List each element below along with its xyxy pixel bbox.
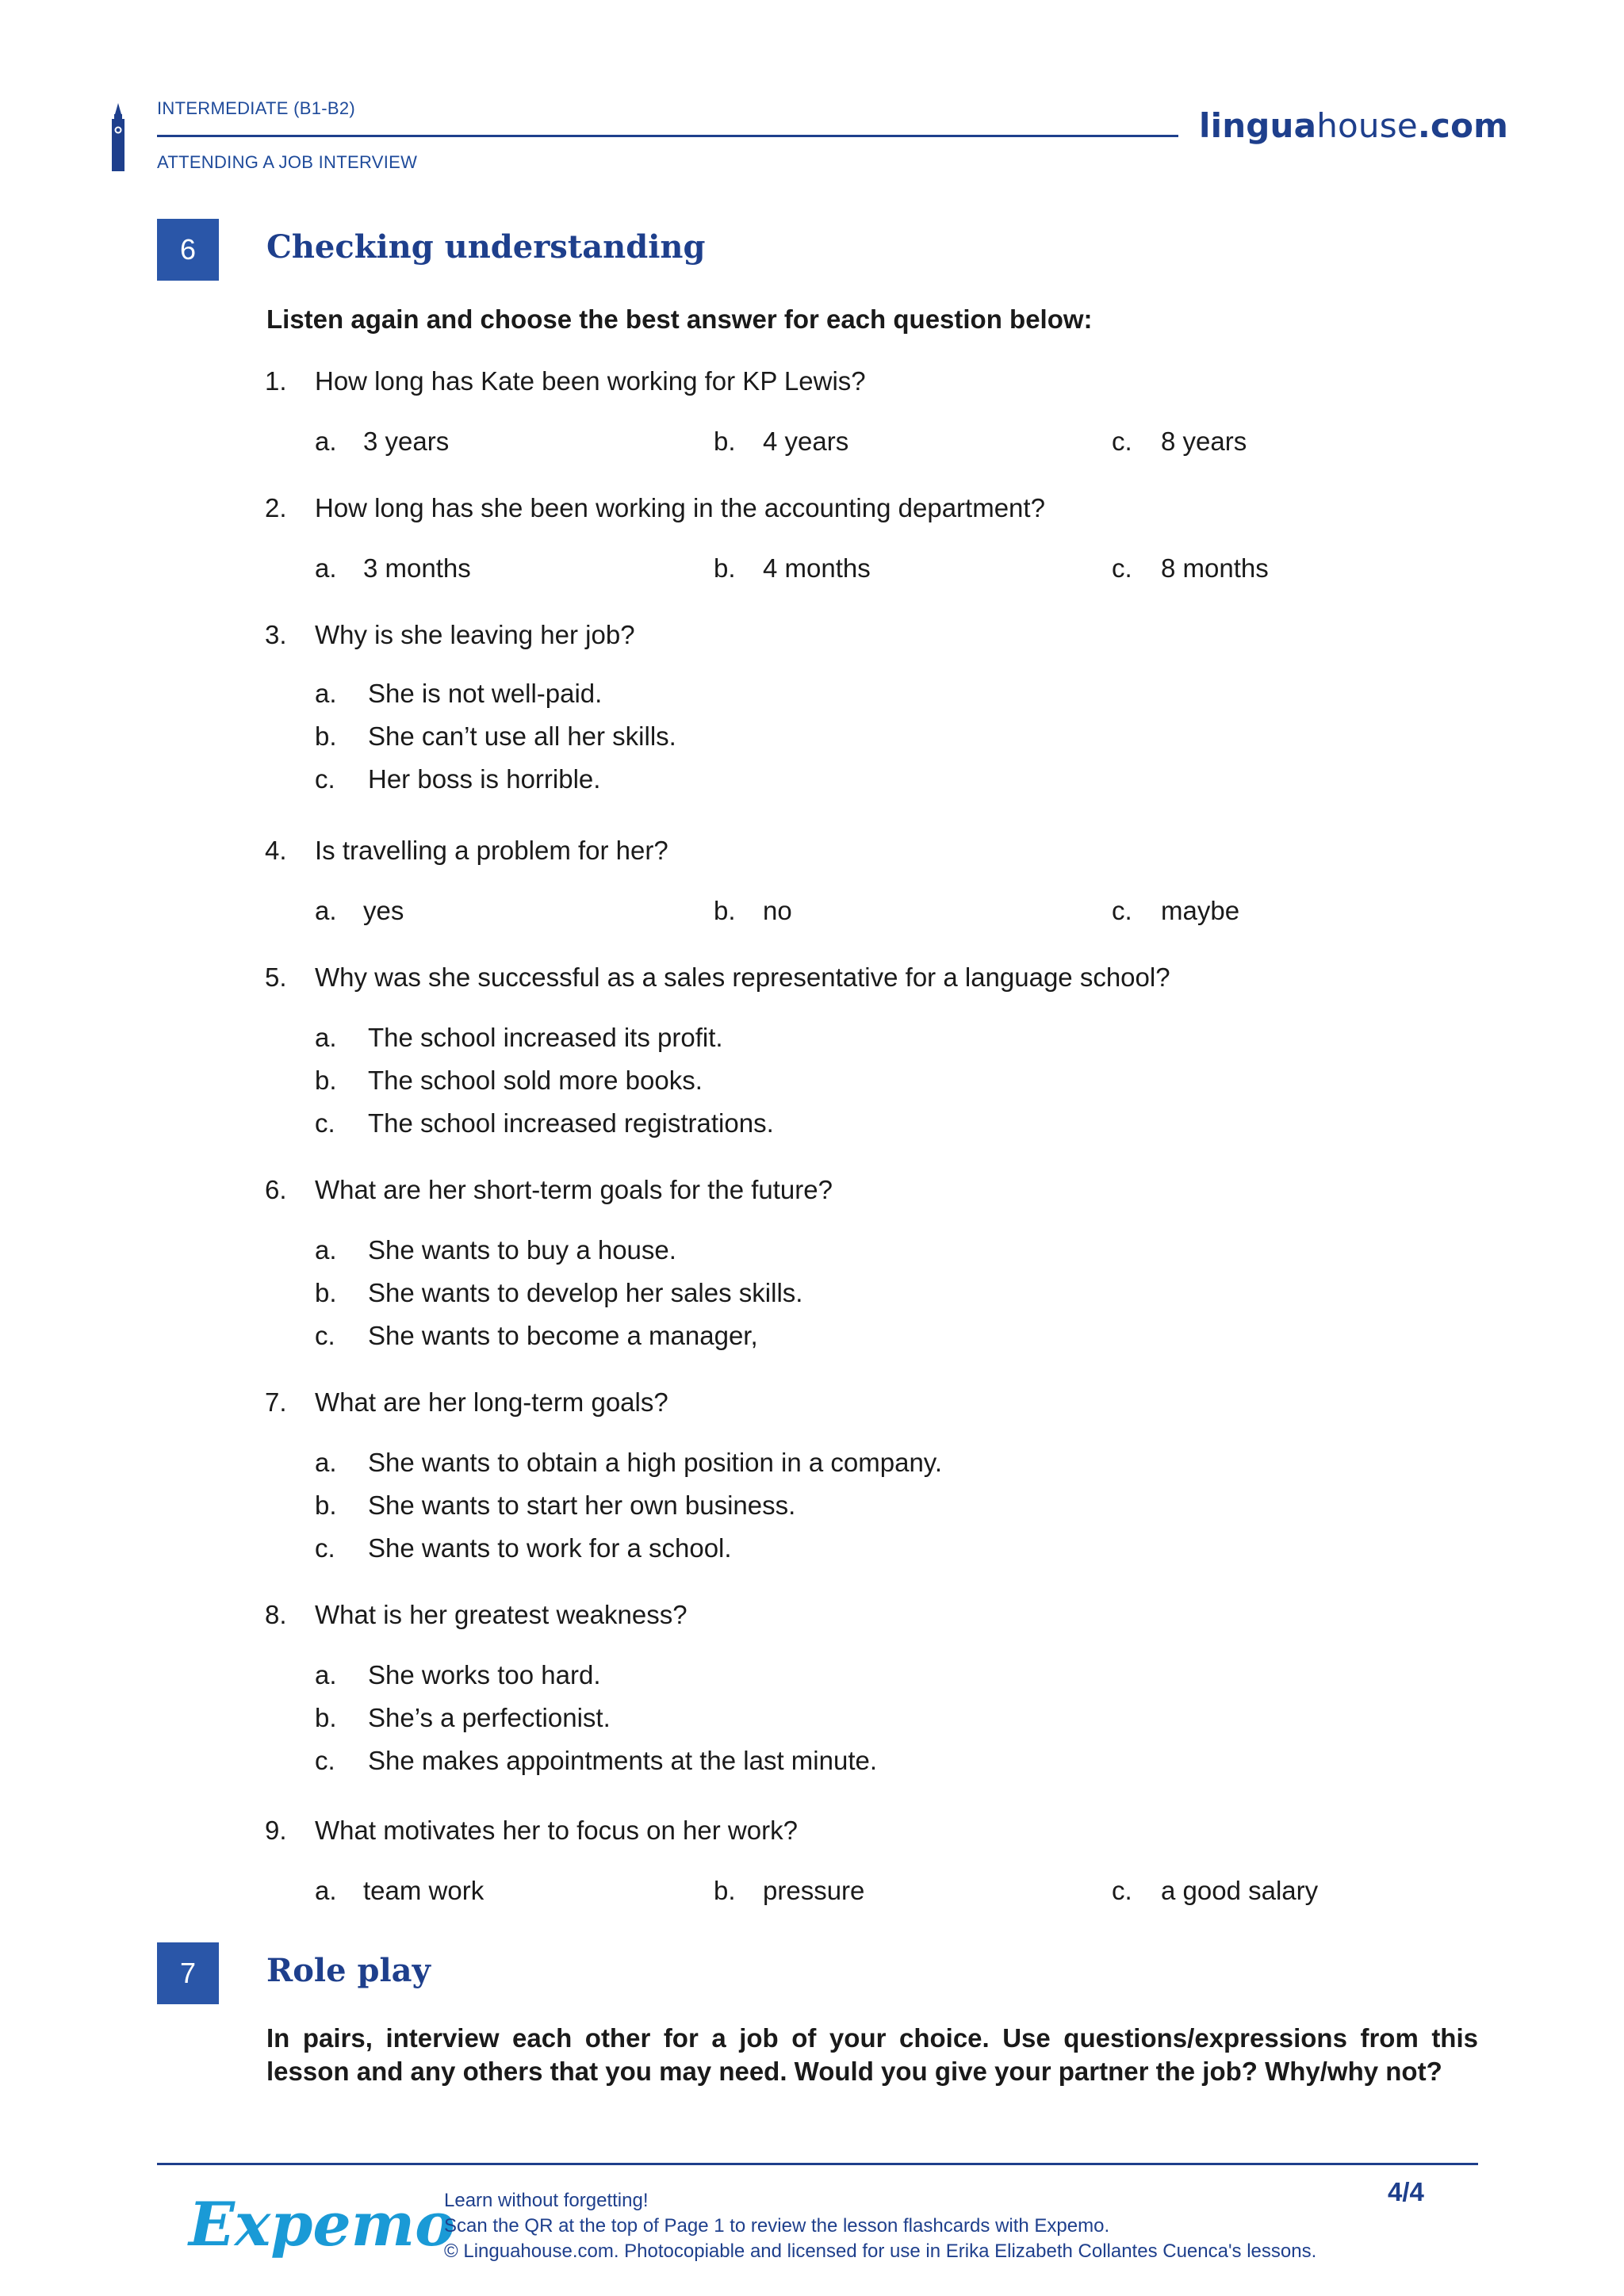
q8-option-c-letter: c. [315,1746,335,1775]
q2-option-a: 3 months [363,553,471,583]
level-label: INTERMEDIATE (B1-B2) [157,98,356,118]
question-2-text: How long has she been working in the accounting department? [315,493,1045,522]
q8-option-a-letter: a. [315,1660,337,1689]
section-6-number: 6 [157,219,219,281]
q4-option-c-letter: c. [1112,896,1132,925]
q4-option-b-letter: b. [714,896,736,925]
q7-option-a: She wants to obtain a high position in a company. [368,1448,943,1477]
q9-option-c-letter: c. [1112,1876,1132,1905]
q9-option-b: pressure [763,1876,865,1905]
q8-option-b: She’s a perfectionist. [368,1703,611,1732]
q2-option-c-letter: c. [1112,553,1132,583]
q8-option-b-letter: b. [315,1703,337,1732]
question-8-text: What is her greatest weakness? [315,1600,688,1629]
question-4-text: Is travelling a problem for her? [315,836,668,865]
q2-option-c: 8 months [1161,553,1269,583]
q4-option-b: no [763,896,792,925]
footer-copyright: © Linguahouse.com. Photocopiable and licensed for use in Erika Elizabeth Collantes Cuenca's lessons. [444,2241,1317,2262]
q8-option-c: She makes appointments at the last minute. [368,1746,878,1775]
q7-option-a-letter: a. [315,1448,337,1477]
footer-tagline: Learn without forgetting! [444,2190,649,2211]
q7-option-c: She wants to work for a school. [368,1533,732,1563]
q3-option-c-letter: c. [315,764,335,794]
q7-option-b: She wants to start her own business. [368,1490,796,1520]
question-7-text: What are her long-term goals? [315,1387,668,1417]
q1-option-b-letter: b. [714,427,736,456]
question-9-number: 9. [265,1816,287,1845]
footer-divider [157,2163,1478,2165]
big-ben-icon [108,103,128,171]
q1-option-c-letter: c. [1112,427,1132,456]
question-3-number: 3. [265,620,287,649]
q6-option-c-letter: c. [315,1321,335,1350]
question-6-number: 6. [265,1175,287,1204]
q2-option-a-letter: a. [315,553,337,583]
q9-option-b-letter: b. [714,1876,736,1905]
q2-option-b-letter: b. [714,553,736,583]
question-2-number: 2. [265,493,287,522]
question-5-number: 5. [265,962,287,992]
q4-option-a-letter: a. [315,896,337,925]
question-4-number: 4. [265,836,287,865]
question-8-number: 8. [265,1600,287,1629]
header-divider [157,135,1178,137]
question-7-number: 7. [265,1387,287,1417]
q4-option-a: yes [363,896,404,925]
section-7-number: 7 [157,1942,219,2004]
q5-option-b: The school sold more books. [368,1066,703,1095]
q7-option-b-letter: b. [315,1490,337,1520]
q6-option-b-letter: b. [315,1278,337,1307]
q9-option-a: team work [363,1876,485,1905]
q1-option-c: 8 years [1161,427,1247,456]
section-6-title: Checking understanding [266,228,706,266]
q3-option-b-letter: b. [315,721,337,751]
q7-option-c-letter: c. [315,1533,335,1563]
question-5-text: Why was she successful as a sales representative for a language school? [315,962,1170,992]
q3-option-a: She is not well-paid. [368,679,603,708]
linguahouse-logo[interactable]: linguahouse.com [1199,106,1509,145]
q5-option-a: The school increased its profit. [368,1023,723,1052]
q6-option-c: She wants to become a manager, [368,1321,758,1350]
q2-option-b: 4 months [763,553,871,583]
q1-option-a-letter: a. [315,427,337,456]
q9-option-c: a good salary [1161,1876,1319,1905]
question-6-text: What are her short-term goals for the future? [315,1175,833,1204]
expemo-logo[interactable] [186,2182,455,2285]
q6-option-b: She wants to develop her sales skills. [368,1278,803,1307]
q1-option-b: 4 years [763,427,849,456]
q5-option-c-letter: c. [315,1108,335,1138]
q3-option-c: Her boss is horrible. [368,764,601,794]
q9-option-a-letter: a. [315,1876,337,1905]
section-7-instruction: In pairs, interview each other for a job of your choice. Use questions/expressions from this lesson and any others that you may need. Would you give your partner the job? Why/why not? [266,2023,1478,2086]
q8-option-a: She works too hard. [368,1660,601,1689]
svg-text:Expemo: Expemo [189,2189,455,2260]
question-1-number: 1. [265,366,287,396]
question-9-text: What motivates her to focus on her work? [315,1816,798,1845]
q3-option-a-letter: a. [315,679,337,708]
q4-option-c: maybe [1161,896,1240,925]
question-3-text: Why is she leaving her job? [315,620,635,649]
q5-option-b-letter: b. [315,1066,337,1095]
q5-option-c: The school increased registrations. [368,1108,774,1138]
question-1-text: How long has Kate been working for KP Lewis? [315,366,866,396]
section-6-instruction: Listen again and choose the best answer for each question below: [266,304,1093,334]
q5-option-a-letter: a. [315,1023,337,1052]
q6-option-a-letter: a. [315,1235,337,1265]
q6-option-a: She wants to buy a house. [368,1235,676,1265]
q3-option-b: She can’t use all her skills. [368,721,676,751]
section-7-title: Role play [266,1952,431,1989]
q1-option-a: 3 years [363,427,450,456]
footer-qr-note: Scan the QR at the top of Page 1 to review the lesson flashcards with Expemo. [444,2215,1110,2237]
lesson-topic: ATTENDING A JOB INTERVIEW [157,152,418,172]
page-number: 4/4 [1388,2177,1424,2206]
